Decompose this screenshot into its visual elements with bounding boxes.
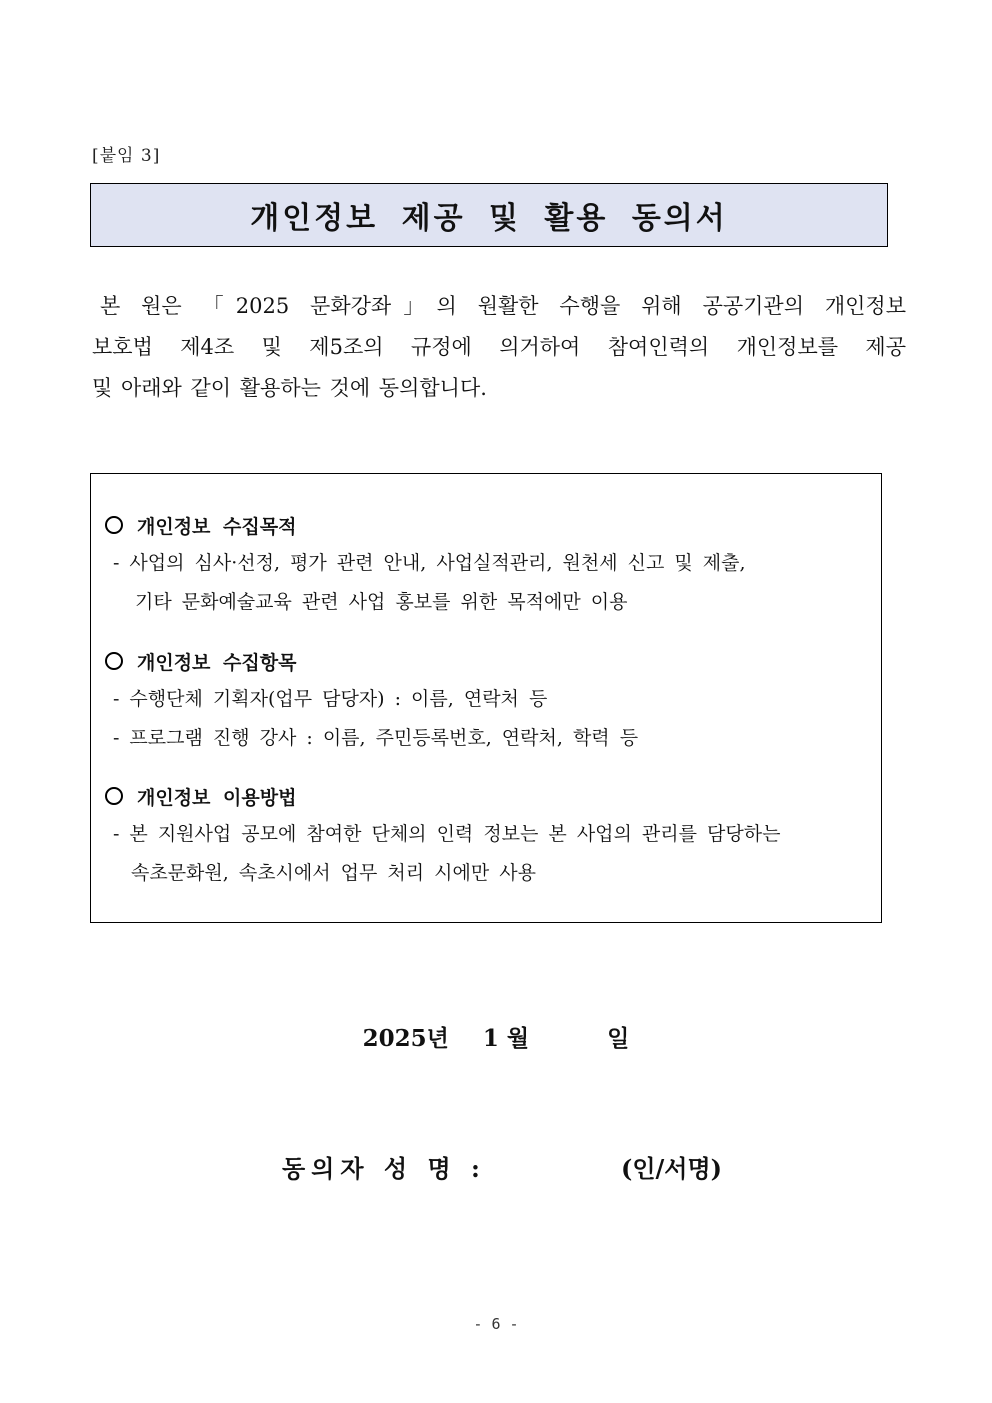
signer-line bbox=[282, 1149, 722, 1184]
dash-marker: - bbox=[113, 688, 120, 710]
signature-seal-placeholder: (인/서명) bbox=[620, 1154, 722, 1183]
intro-line: 본 원은 「2025 문화강좌」의 원활한 수행을 위해 공공기관의 개인정보 bbox=[100, 294, 906, 318]
bullet-text: 수행단체 기획자(업무 담당자) : 이름, 연락처 등 bbox=[129, 688, 548, 710]
section-heading bbox=[105, 510, 871, 540]
document-title: 개인정보 제공 및 활용 동의서 bbox=[250, 201, 728, 236]
page-number: - 6 - bbox=[473, 1315, 519, 1333]
bullet-item bbox=[105, 680, 871, 719]
bullet-continuation: 기타 문화예술교육 관련 사업 홍보를 위한 목적에만 이용 bbox=[135, 591, 628, 613]
section-purpose bbox=[105, 510, 871, 622]
section-heading bbox=[105, 781, 871, 811]
date-year: 2025년 bbox=[362, 1025, 449, 1052]
bullet-text: 본 지원사업 공모에 참여한 단체의 인력 정보는 본 사업의 관리를 담당하는 bbox=[129, 823, 781, 845]
intro-line: 보호법 제4조 및 제5조의 규정에 의거하여 참여인력의 개인정보를 제공 bbox=[92, 335, 906, 359]
date-line bbox=[0, 1020, 992, 1053]
signer-label: 동의자 성 명 : bbox=[282, 1154, 486, 1183]
title-box bbox=[90, 183, 888, 247]
dash-marker: - bbox=[113, 552, 120, 574]
attachment-label: [붙임 3] bbox=[92, 146, 161, 166]
date-day: 일 bbox=[607, 1025, 630, 1052]
section-heading-label: 개인정보 이용방법 bbox=[137, 786, 297, 809]
intro-line: 및 아래와 같이 활용하는 것에 동의합니다. bbox=[92, 376, 487, 400]
section-heading-label: 개인정보 수집항목 bbox=[137, 651, 297, 674]
circle-bullet-icon bbox=[105, 516, 123, 534]
bullet-item bbox=[105, 544, 871, 583]
bullet-item bbox=[105, 719, 871, 758]
circle-bullet-icon bbox=[105, 652, 123, 670]
section-heading-label: 개인정보 수집목적 bbox=[137, 515, 297, 538]
circle-bullet-icon bbox=[105, 787, 123, 805]
dash-marker: - bbox=[113, 823, 120, 845]
section-heading bbox=[105, 646, 871, 676]
bullet-continuation: 속초문화원, 속초시에서 업무 처리 시에만 사용 bbox=[131, 862, 536, 884]
date-month: 1 월 bbox=[482, 1025, 530, 1052]
consent-info-box bbox=[90, 473, 882, 923]
bullet-item bbox=[105, 815, 871, 854]
intro-paragraph bbox=[92, 286, 906, 409]
dash-marker: - bbox=[113, 727, 120, 749]
section-items bbox=[105, 646, 871, 758]
bullet-text: 사업의 심사·선정, 평가 관련 안내, 사업실적관리, 원천세 신고 및 제출, bbox=[129, 552, 746, 574]
bullet-text: 프로그램 진행 강사 : 이름, 주민등록번호, 연락처, 학력 등 bbox=[129, 727, 639, 749]
section-usage bbox=[105, 781, 871, 893]
